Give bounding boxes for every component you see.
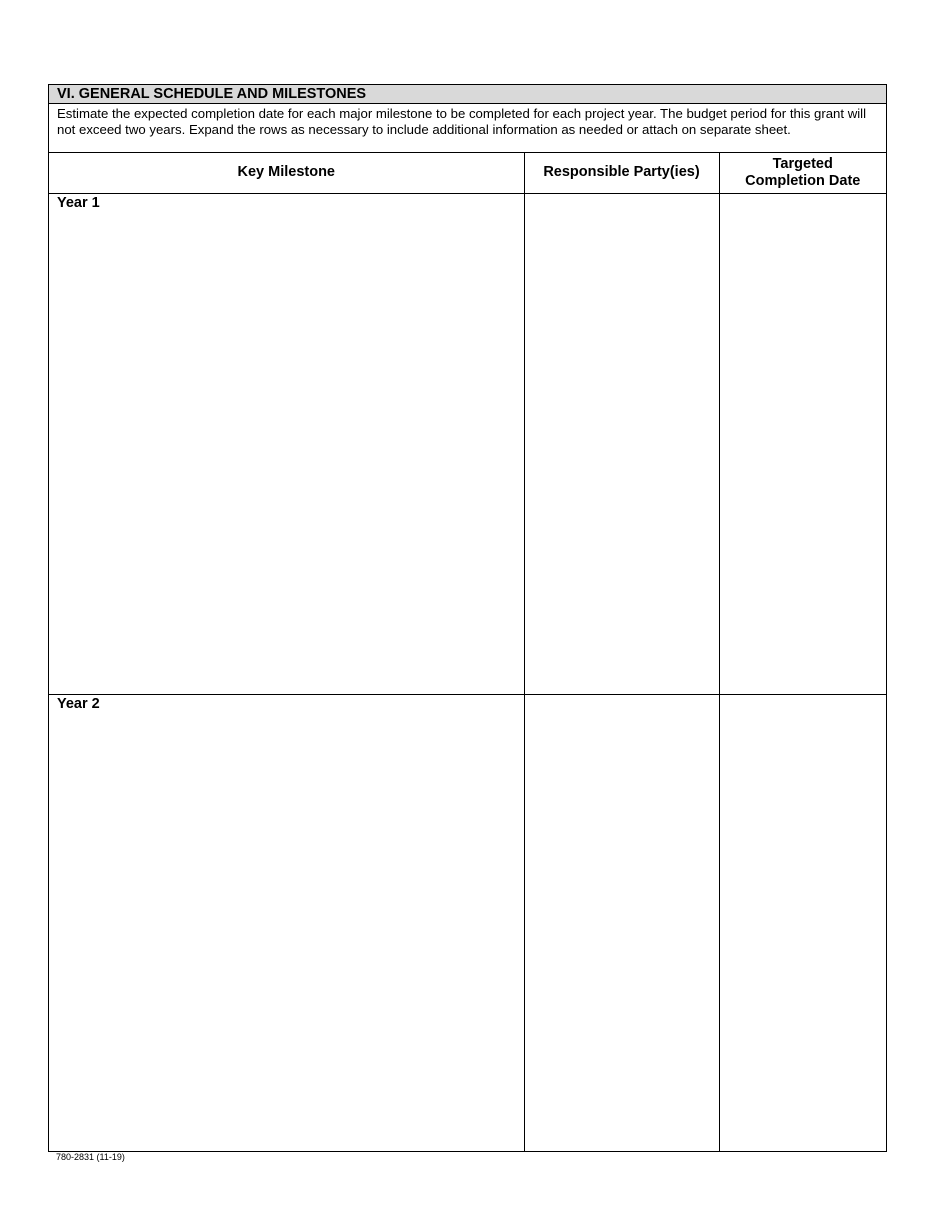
year2-date-cell[interactable]	[719, 694, 886, 1151]
milestones-table	[49, 153, 886, 1151]
year1-label: Year 1	[57, 194, 100, 211]
schedule-milestones-form	[48, 84, 887, 1152]
section-instructions: Estimate the expected completion date for each major milestone to be completed for each project year. The budget period for this grant will not exceed two years. Expand the rows as necessary to include additional information as needed or attach on separate sheet.	[49, 104, 886, 153]
header-key-milestone: Key Milestone	[49, 153, 524, 193]
year2-label: Year 2	[57, 695, 100, 712]
header-responsible-party: Responsible Party(ies)	[524, 153, 719, 193]
section-title: VI. GENERAL SCHEDULE AND MILESTONES	[49, 85, 886, 104]
header-date-line2: Completion Date	[745, 172, 861, 189]
year2-milestone-cell[interactable]	[49, 694, 524, 1151]
year2-party-cell[interactable]	[524, 694, 719, 1151]
table-header-row	[49, 153, 886, 193]
year1-date-cell[interactable]	[719, 193, 886, 694]
header-targeted-completion-date	[719, 153, 886, 193]
header-date-line1: Targeted	[772, 155, 833, 172]
table-row	[49, 694, 886, 1151]
form-code: 780-2831 (11-19)	[56, 1152, 125, 1162]
year1-party-cell[interactable]	[524, 193, 719, 694]
year1-milestone-cell[interactable]	[49, 193, 524, 694]
table-row	[49, 193, 886, 694]
